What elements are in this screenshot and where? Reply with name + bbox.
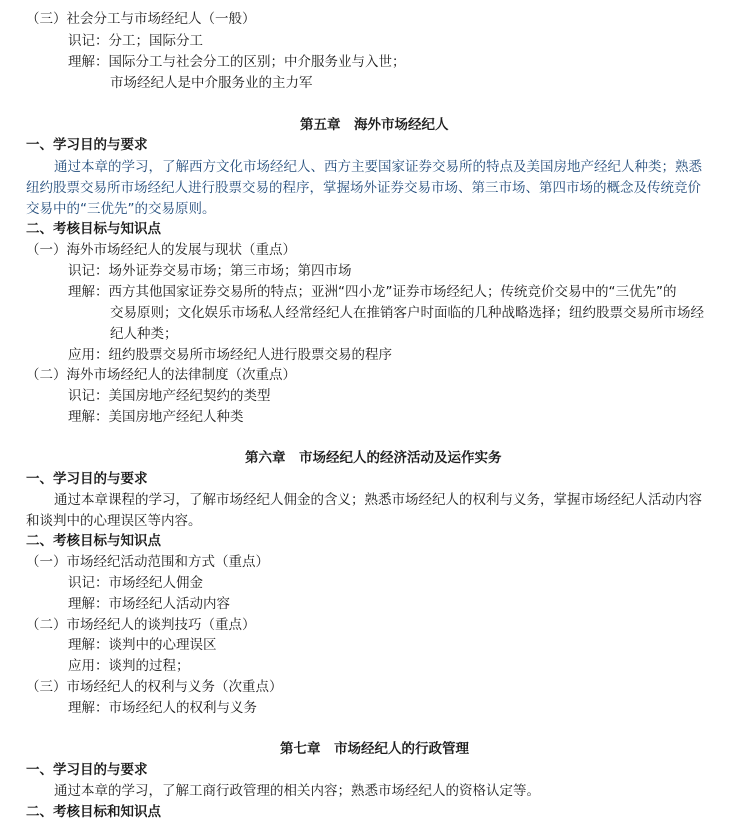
chapter-title: 第六章 市场经纪人的经济活动及运作实务 bbox=[245, 450, 502, 466]
understand-line: 理解：谈判中的心理误区 bbox=[68, 637, 217, 653]
apply-line: 应用：纽约股票交易所市场经纪人进行股票交易的程序 bbox=[68, 347, 392, 363]
paragraph-line: 交易中的“三优先”的交易原则。 bbox=[26, 201, 216, 217]
subsection-title: （二）海外市场经纪人的法律制度（次重点） bbox=[26, 367, 296, 383]
section-heading: 二、考核目标和知识点 bbox=[26, 804, 161, 820]
subsection-title: （一）市场经纪活动范围和方式（重点） bbox=[26, 554, 269, 570]
paragraph-line: 和谈判中的心理误区等内容。 bbox=[26, 513, 202, 529]
memorize-line: 识记：分工；国际分工 bbox=[68, 33, 203, 49]
section-title: （三）社会分工与市场经纪人（一般） bbox=[26, 11, 256, 27]
paragraph-line: 通过本章的学习，了解西方文化市场经纪人、西方主要国家证券交易所的特点及美国房地产经纪人种类；熟悉 bbox=[54, 159, 702, 175]
chapter-title: 第五章 海外市场经纪人 bbox=[300, 117, 449, 133]
section-heading: 一、学习目的与要求 bbox=[26, 762, 148, 778]
understand-line: 理解：市场经纪人活动内容 bbox=[68, 596, 230, 612]
understand-line-continued: 市场经纪人是中介服务业的主力军 bbox=[110, 75, 313, 91]
understand-line-continued: 纪人种类； bbox=[110, 326, 178, 342]
memorize-line: 识记：市场经纪人佣金 bbox=[68, 575, 203, 591]
section-heading: 一、学习目的与要求 bbox=[26, 137, 148, 153]
subsection-title: （一）海外市场经纪人的发展与现状（重点） bbox=[26, 242, 296, 258]
section-heading: 二、考核目标与知识点 bbox=[26, 221, 161, 237]
section-heading: 二、考核目标与知识点 bbox=[26, 533, 161, 549]
section-heading: 一、学习目的与要求 bbox=[26, 471, 148, 487]
paragraph-line: 通过本章的学习，了解工商行政管理的相关内容；熟悉市场经纪人的资格认定等。 bbox=[54, 783, 540, 799]
memorize-line: 识记：美国房地产经纪契约的类型 bbox=[68, 388, 271, 404]
subsection-title: （二）市场经纪人的谈判技巧（重点） bbox=[26, 617, 256, 633]
apply-line: 应用：谈判的过程； bbox=[68, 658, 190, 674]
understand-line: 理解：美国房地产经纪人种类 bbox=[68, 409, 244, 425]
paragraph-line: 纽约股票交易所市场经纪人进行股票交易的程序，掌握场外证券交易市场、第三市场、第四市场的概念及传统竞价 bbox=[26, 180, 701, 196]
chapter-title: 第七章 市场经纪人的行政管理 bbox=[280, 741, 469, 757]
paragraph-line: 通过本章课程的学习，了解市场经纪人佣金的含义；熟悉市场经纪人的权利与义务，掌握市场经纪人活动内容 bbox=[54, 492, 702, 508]
understand-line: 理解：市场经纪人的权利与义务 bbox=[68, 700, 257, 716]
understand-line: 理解：国际分工与社会分工的区别；中介服务业与入世； bbox=[68, 54, 406, 70]
subsection-title: （三）市场经纪人的权利与义务（次重点） bbox=[26, 679, 283, 695]
memorize-line: 识记：场外证券交易市场；第三市场；第四市场 bbox=[68, 263, 352, 279]
understand-line-continued: 交易原则；文化娱乐市场私人经常经纪人在推销客户时面临的几种战略选择；纽约股票交易所市场经 bbox=[110, 305, 704, 321]
understand-line: 理解：西方其他国家证券交易所的特点；亚洲“四小龙”证券市场经纪人；传统竞价交易中的“三优先”的 bbox=[68, 284, 677, 300]
